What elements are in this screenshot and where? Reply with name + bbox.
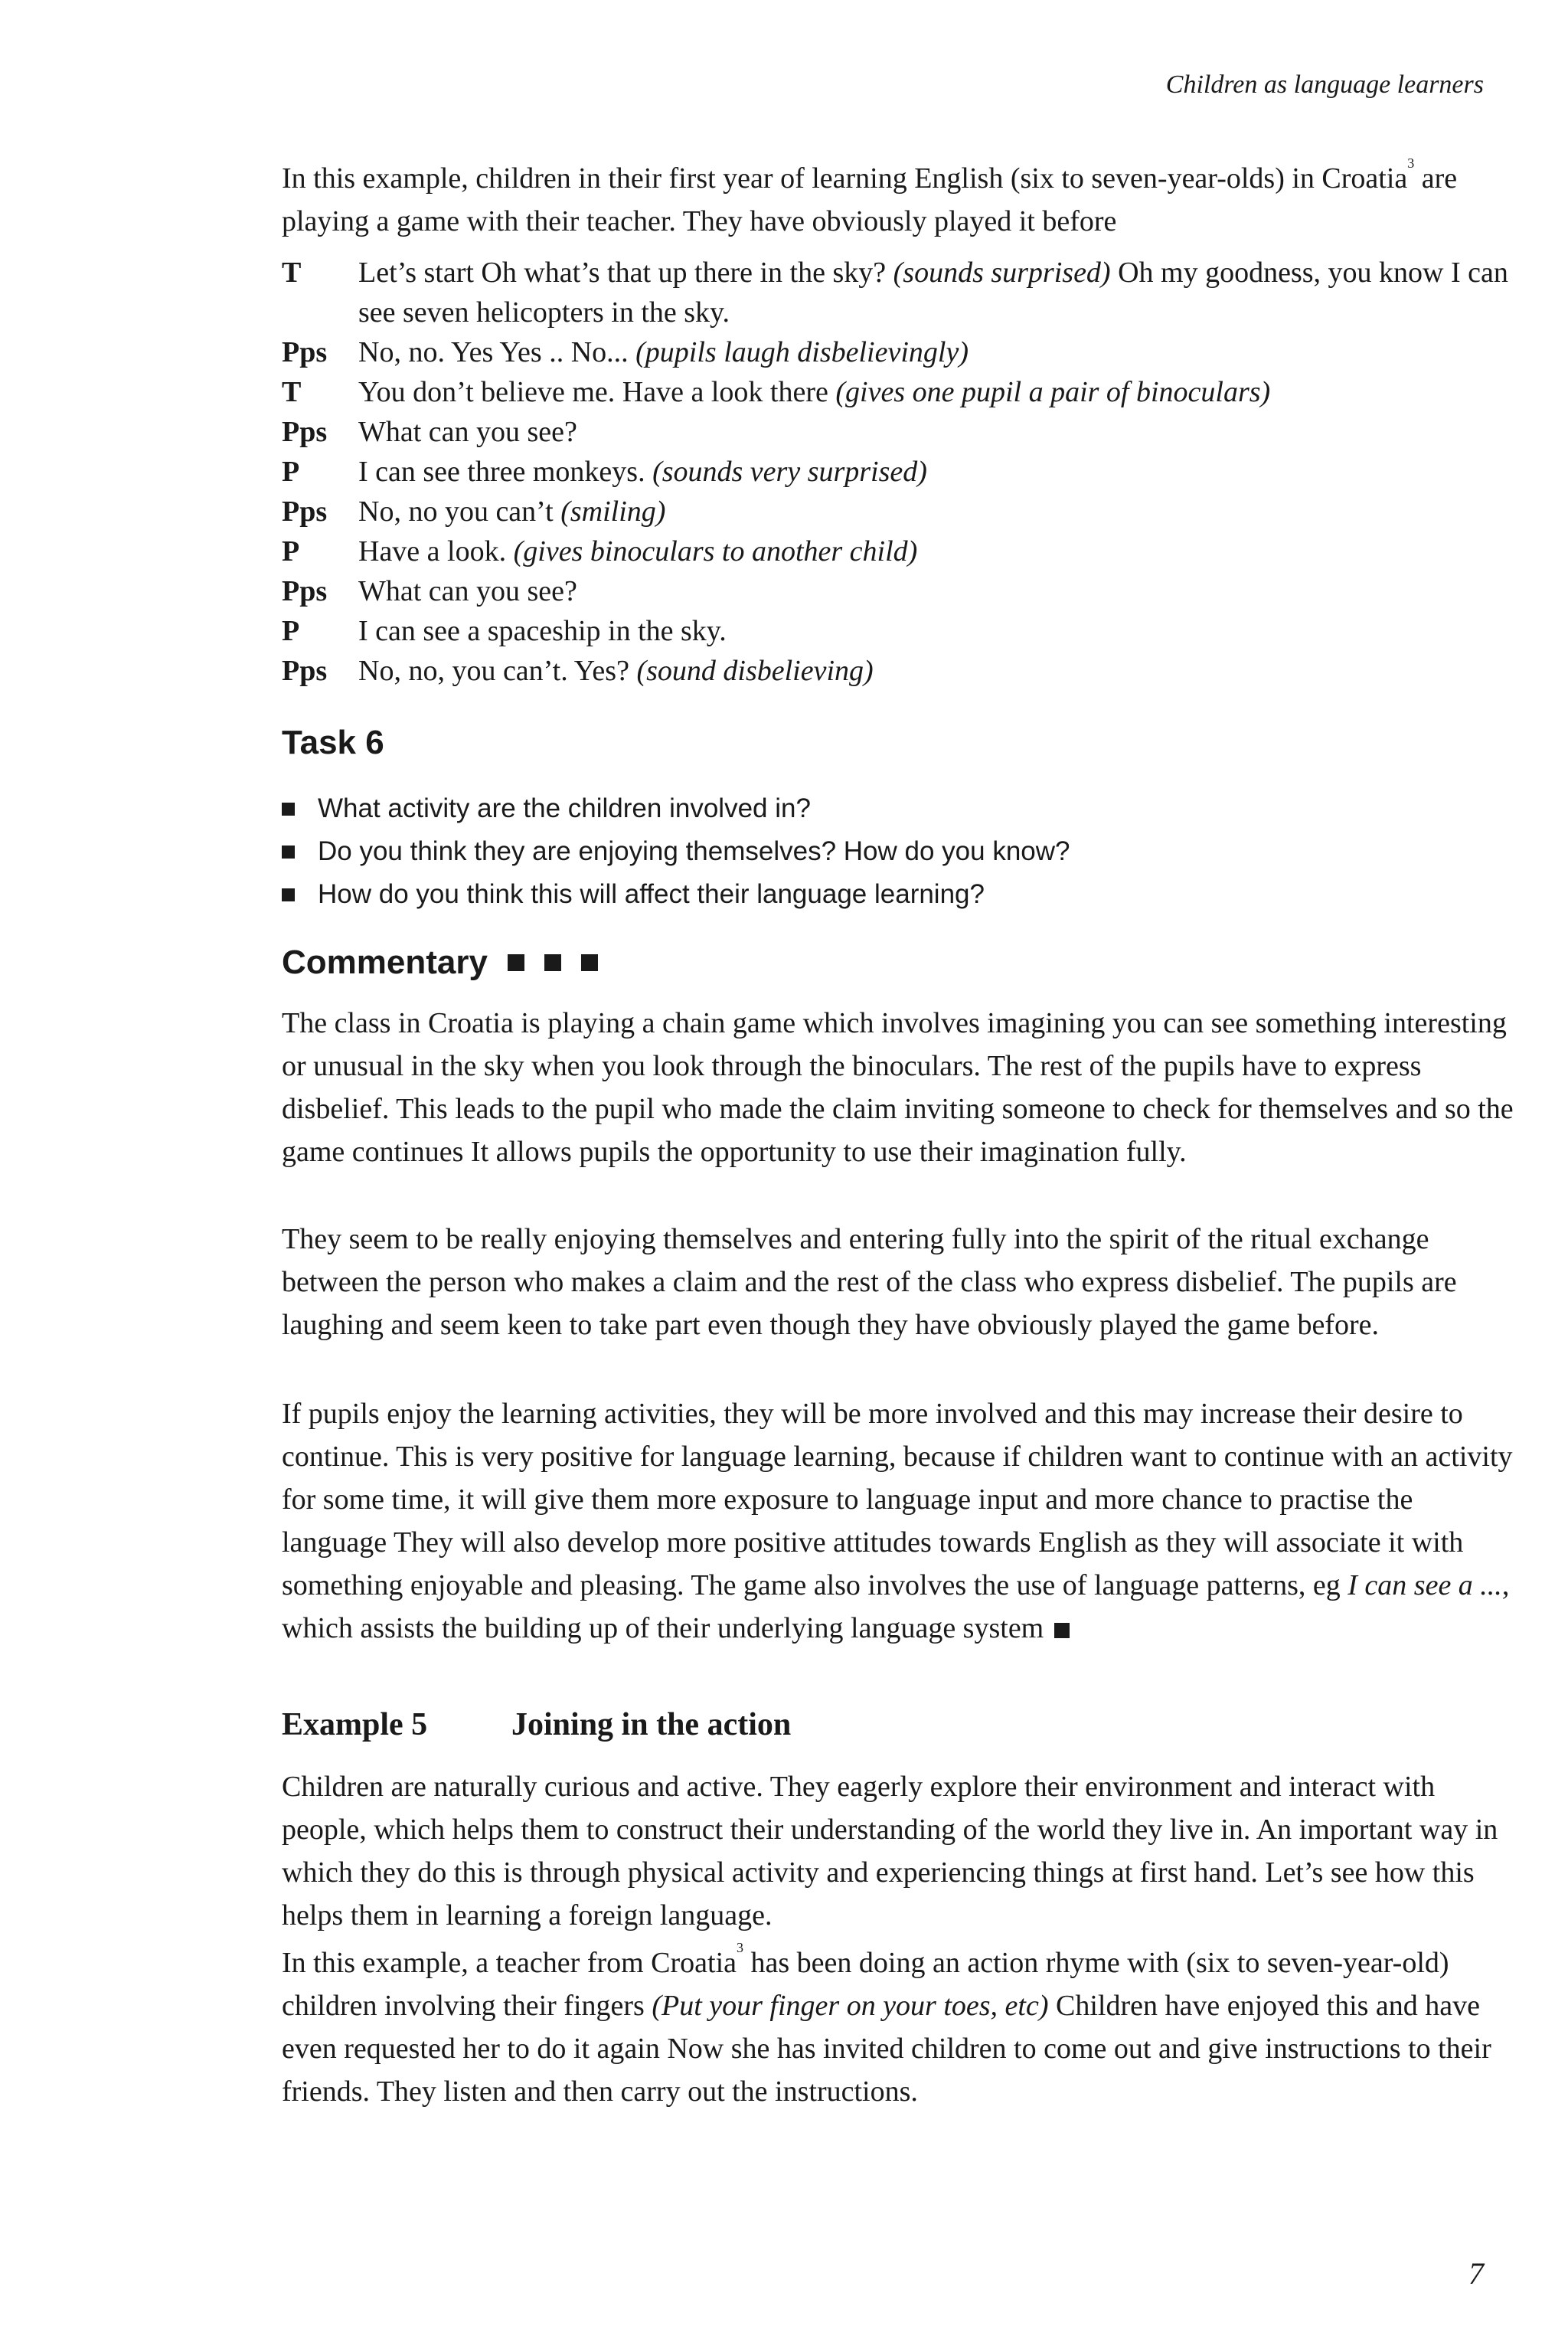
commentary-paragraph-3: If pupils enjoy the learning activities, they will be more involved and this may increase their desire to continue. This is very positive for language learning, because if children want to continue with an activity for some time, it will give them more exposure to language input and more chance to practise the language They will also develop more positive attitudes towards English as they will associate it with something enjoyable and pleasing. The game also involves the use of language patterns, eg I can see a ..., which assists the building up of their underlying language system: [282, 1398, 1513, 1644]
speaker-label: P: [282, 615, 300, 647]
commentary-paragraph-2: They seem to be really enjoying themselves and entering fully into the spirit of the ritual exchange between the person who makes a claim and the rest of the class who express disbelief. The pupils are laughing and seem keen to take part even though they have obviously played the game before.: [282, 1223, 1457, 1341]
task-bullet: How do you think this will affect their language learning?: [282, 873, 1507, 916]
speaker-label: P: [282, 456, 300, 488]
stage-direction: (sounds very surprised): [652, 456, 927, 488]
dialogue-line: [282, 651, 1522, 691]
bullet-square-icon: [282, 846, 295, 859]
footnote-marker: 3: [1407, 155, 1415, 171]
task-bullet: Do you think they are enjoying themselves? How do you know?: [282, 830, 1507, 873]
dialogue-line: [282, 253, 1522, 332]
task-bullet-list: [282, 787, 1507, 916]
utterance: You don’t believe me. Have a look there (gives one pupil a pair of binoculars): [358, 376, 1271, 408]
utterance: No, no, you can’t. Yes? (sound disbelieving): [358, 655, 874, 687]
utterance: What can you see?: [358, 575, 577, 607]
dialogue-line: [282, 332, 1522, 372]
dialogue-line: [282, 412, 1522, 452]
dialogue-line: [282, 611, 1522, 651]
speaker-label: Pps: [282, 496, 328, 528]
commentary-paragraph-1: The class in Croatia is playing a chain game which involves imagining you can see something interesting or unusual in the sky when you look through the binoculars. The rest of the pupils have to express disbelief. This leads to the pupil who made the claim inviting someone to check for themselves and so the game continues It allows pupils the opportunity to use their imagination fully.: [282, 1007, 1514, 1168]
dialogue-transcript: [282, 253, 1522, 691]
speaker-label: T: [282, 376, 302, 408]
running-head: Children as language learners: [1165, 70, 1484, 99]
dialogue-line: [282, 571, 1522, 611]
bullet-square-icon: [282, 888, 295, 901]
speaker-label: T: [282, 257, 302, 289]
utterance: I can see a spaceship in the sky.: [358, 615, 727, 647]
stage-direction: (smiling): [560, 496, 666, 528]
speaker-label: Pps: [282, 575, 328, 607]
utterance: What can you see?: [358, 416, 577, 448]
stage-direction: (sound disbelieving): [636, 655, 874, 687]
example-phrase: I can see a ...: [1348, 1569, 1502, 1601]
speaker-label: Pps: [282, 416, 328, 448]
utterance: I can see three monkeys. (sounds very surprised): [358, 456, 927, 488]
task-heading: Task 6: [282, 724, 384, 761]
example-paragraph-1: Children are naturally curious and active. They eagerly explore their environment and interact with people, which helps them to construct their understanding of the world they live in. An important way in which they do this is through physical activity and experiencing things at first hand. Let’s see how this helps them in learning a foreign language.: [282, 1771, 1498, 1931]
stage-direction: (gives binoculars to another child): [513, 535, 918, 568]
utterance: No, no you can’t (smiling): [358, 496, 666, 528]
end-square-icon: [1054, 1623, 1070, 1638]
square-icon: [581, 954, 598, 971]
page-number: 7: [1468, 2256, 1484, 2291]
speaker-label: Pps: [282, 336, 328, 368]
example-title: Joining in the action: [511, 1707, 792, 1742]
dialogue-line: [282, 372, 1522, 412]
speaker-label: Pps: [282, 655, 328, 687]
stage-direction: (sounds surprised): [893, 257, 1111, 289]
example-paragraph-2: In this example, a teacher from Croatia$^3$ has been doing an action rhyme with (six to seven-year-old) children involving their fingers (Put your finger on your toes, etc) Children have enjoyed this and have even requested her to do it again Now she has invited children to come out and give instructions to their friends. They listen and then carry out the instructions.: [282, 1940, 1491, 2108]
stage-direction: (gives one pupil a pair of binoculars): [835, 376, 1271, 408]
task-bullet: What activity are the children involved in?: [282, 787, 1507, 830]
intro-paragraph: [282, 157, 1514, 243]
dialogue-line: [282, 492, 1522, 532]
square-icon: [508, 954, 524, 971]
commentary-heading: [282, 944, 598, 982]
utterance: Let’s start Oh what’s that up there in the sky? (sounds surprised) Oh my goodness, you know I can see seven helicopters in the sky.: [358, 257, 1508, 329]
dialogue-line: [282, 452, 1522, 492]
utterance: No, no. Yes Yes .. No... (pupils laugh disbelievingly): [358, 336, 969, 368]
square-icon: [544, 954, 561, 971]
example-phrase: (Put your finger on your toes, etc): [652, 1990, 1049, 2022]
commentary-title: Commentary: [282, 944, 488, 981]
speaker-label: P: [282, 535, 300, 568]
stage-direction: (pupils laugh disbelievingly): [635, 336, 969, 368]
footnote-marker: 3: [737, 1940, 744, 1955]
intro-text-cont: are playing a game with their teacher. They have obviously played it before: [282, 162, 1458, 237]
bullet-square-icon: [282, 803, 295, 816]
dialogue-line: [282, 532, 1522, 571]
example-heading: [282, 1706, 791, 1743]
example-number: Example 5: [282, 1707, 428, 1742]
utterance: Have a look. (gives binoculars to another child): [358, 535, 918, 568]
intro-text: In this example, children in their first year of learning English (six to seven-year-olds) in Croatia: [282, 162, 1408, 195]
